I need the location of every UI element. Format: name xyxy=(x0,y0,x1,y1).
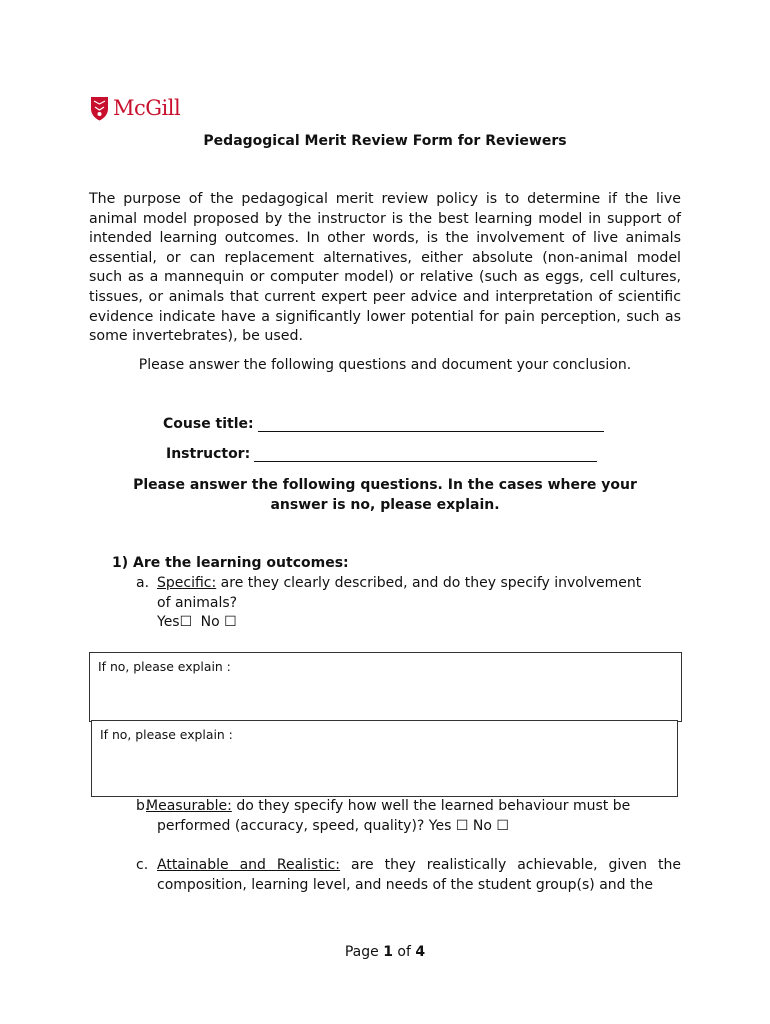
item-a-term: Specific: xyxy=(157,575,217,591)
explain-box-1[interactable] xyxy=(89,652,682,722)
item-b-line1 xyxy=(146,797,630,817)
footer-page-word: Page xyxy=(344,944,379,960)
course-title-label: Couse title: xyxy=(163,416,254,432)
mcgill-logo xyxy=(90,94,180,122)
explain-box-1-label: If no, please explain : xyxy=(98,659,231,674)
instruction-text: Please answer the following questions and document your conclusion. xyxy=(138,357,632,373)
question-1-heading: 1) Are the learning outcomes: xyxy=(112,555,349,571)
item-b-term: Measurable: xyxy=(146,798,232,814)
footer-of-word: of xyxy=(397,944,411,960)
bold-instruction-line1: Please answer the following questions. In the cases where your xyxy=(133,477,637,493)
intro-paragraph: The purpose of the pedagogical merit review policy is to determine if the live animal model proposed by the instructor is the best learning model in support of intended learning outcomes. In other words, is the involvement of live animals essential, or can replacement alternatives, either absolute (non-animal model such as a mannequin or computer model) or relative (such as eggs, cell cultures, tissues, or animals that current expert peer advice and interpretation of scientific evidence indicate have a significantly lower potential for pain perception, such as some invertebrates), be used. xyxy=(89,191,681,345)
logo-text: McGill xyxy=(113,95,181,120)
no-label: No xyxy=(200,614,220,630)
instructor-blank[interactable] xyxy=(254,447,597,462)
item-c-marker: c. xyxy=(136,857,149,873)
item-c-text1: are they realistically achievable, given the xyxy=(340,857,681,873)
instructor-field[interactable] xyxy=(166,446,597,462)
item-c-term: Attainable and Realistic: xyxy=(157,857,341,873)
footer-total-pages: 4 xyxy=(415,944,426,960)
item-a-line1 xyxy=(157,574,641,594)
footer-current-page: 1 xyxy=(383,944,393,960)
form-title: Pedagogical Merit Review Form for Reviewers xyxy=(203,133,567,149)
instructor-label: Instructor: xyxy=(166,446,251,462)
yes-label: Yes xyxy=(157,614,180,630)
explain-box-2-label: If no, please explain : xyxy=(100,727,233,742)
course-title-blank[interactable] xyxy=(258,417,604,432)
item-b-marker: b. xyxy=(136,798,150,814)
item-c-line1 xyxy=(157,856,681,876)
shield-icon xyxy=(90,96,109,121)
no-checkbox[interactable]: ☐ xyxy=(224,614,237,630)
bold-instruction-line2: answer is no, please explain. xyxy=(270,497,500,513)
item-b-line2: performed (accuracy, speed, quality)? Yes ☐ No ☐ xyxy=(157,818,509,834)
item-a-yes-no xyxy=(157,613,237,633)
yes-checkbox[interactable]: ☐ xyxy=(179,614,193,630)
page-footer xyxy=(0,944,770,960)
item-a-line2: of animals? xyxy=(157,595,238,611)
course-title-field[interactable] xyxy=(163,416,604,432)
item-c-line2: composition, learning level, and needs of the student group(s) and the xyxy=(157,877,653,893)
item-a-marker: a. xyxy=(136,575,150,591)
explain-box-2[interactable] xyxy=(91,720,678,797)
item-a-text1: are they clearly described, and do they specify involvement xyxy=(216,575,642,591)
item-b-text1: do they specify how well the learned behaviour must be xyxy=(231,798,631,814)
